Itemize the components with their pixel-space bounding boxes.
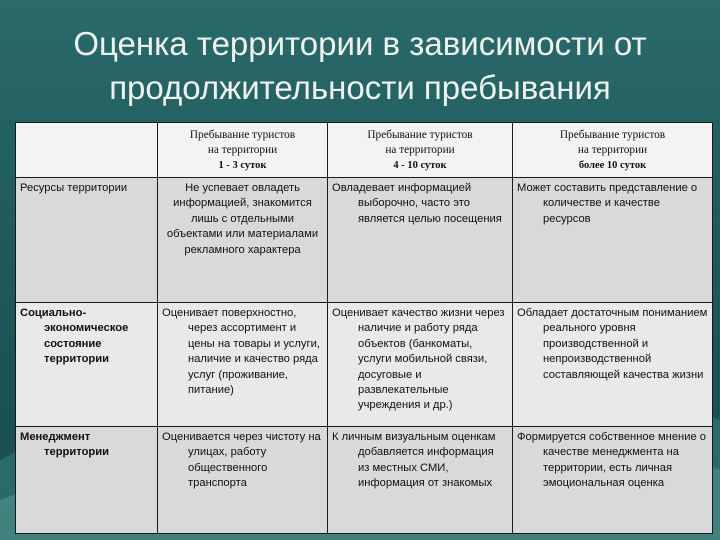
table-cell: К личным визуальным оценкам добавляется информация из местных СМИ, информация от знакомых (328, 427, 513, 534)
header-col-3: Пребывание туристов на территории более 10 суток (513, 123, 713, 178)
table-cell: Обладает достаточным пониманием реального уровня производственной и непроизводственной составляющей качества жизни (513, 303, 713, 427)
table-cell: Формируется собственное мнение о качестве менеджмента на территории, есть личная эмоциональная оценка (513, 427, 713, 534)
row-label: Ресурсы территории (16, 178, 158, 303)
table-row (16, 303, 713, 427)
header-empty-cell (16, 123, 158, 178)
table-row (16, 427, 713, 534)
table-row (16, 178, 713, 303)
table-cell: Оценивает поверхностно, через ассортимент и цены на товары и услуги, наличие и качество ряда услуг (проживание, питание) (158, 303, 328, 427)
assessment-table (15, 122, 713, 534)
header-col-2: Пребывание туристов на территории 4 - 10 суток (328, 123, 513, 178)
slide-title (0, 22, 720, 110)
table-header-row (16, 123, 713, 178)
header-col-1: Пребывание туристов на территории 1 - 3 суток (158, 123, 328, 178)
title-line-2: продолжительности пребывания (109, 69, 611, 106)
row-label: Менеджмент территории (16, 427, 158, 534)
title-line-1: Оценка территории в зависимости от (73, 25, 647, 62)
table-cell: Овладевает информацией выборочно, часто это является целью посещения (328, 178, 513, 303)
table-cell: Может составить представление о количестве и качестве ресурсов (513, 178, 713, 303)
table-cell: Оценивает качество жизни через наличие и работу ряда объектов (банкоматы, услуги мобильной связи, досуговые и развлекательные учреждения и др.) (328, 303, 513, 427)
row-label: Социально-экономическое состояние территории (16, 303, 158, 427)
table-cell: Оценивается через чистоту на улицах, работу общественного транспорта (158, 427, 328, 534)
table-cell: Не успевает овладеть информацией, знакомится лишь с отдельными объектами или материалами рекламного характера (158, 178, 328, 303)
